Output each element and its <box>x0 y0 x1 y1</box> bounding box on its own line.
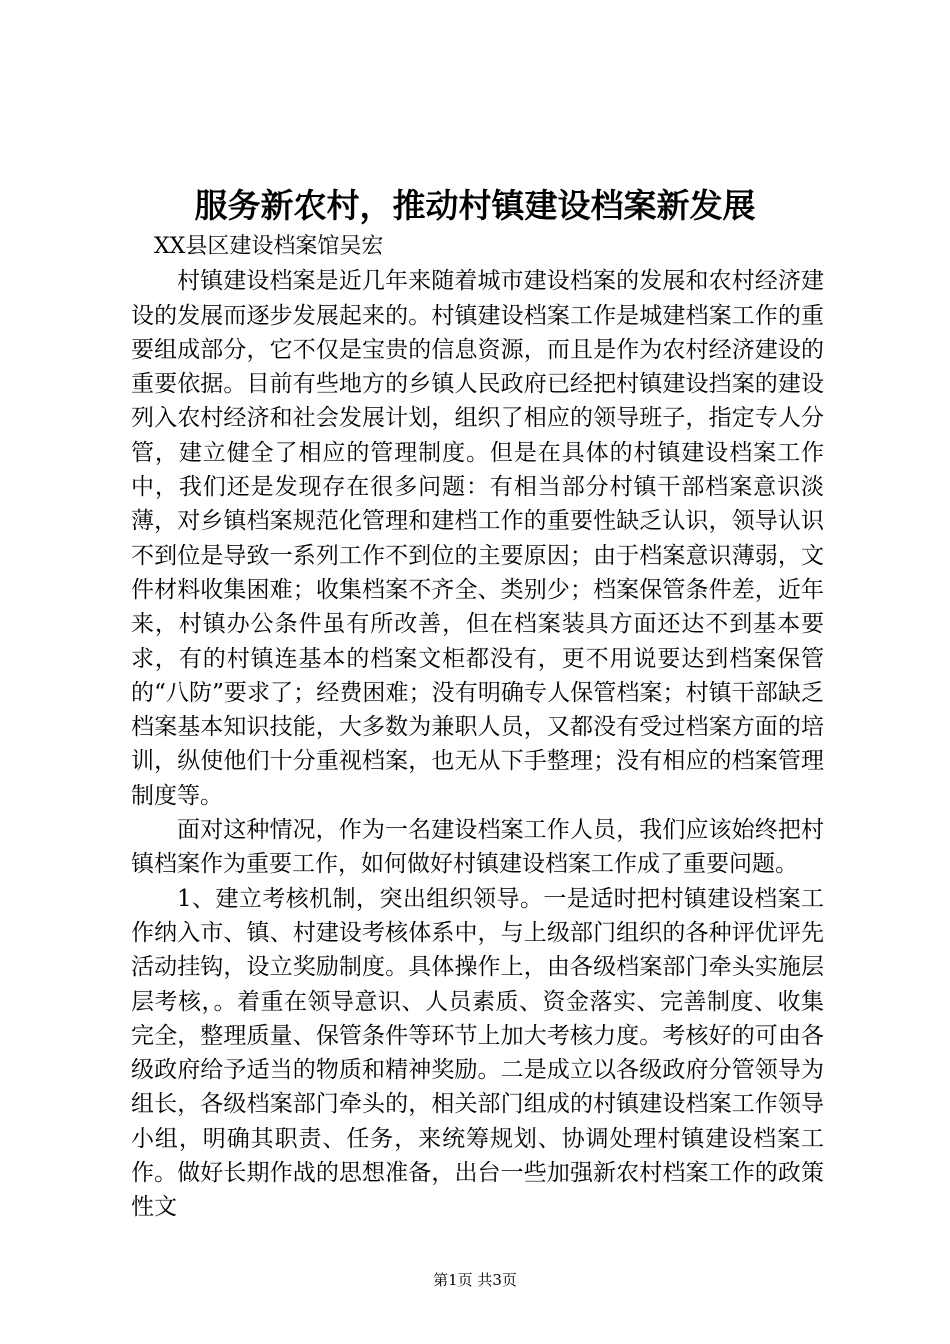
author-line: XX县区建设档案馆吴宏 <box>154 234 384 259</box>
document-body <box>131 230 824 1225</box>
paragraph: 1、建立考核机制，突出组织领导。一是适时把村镇建设档案工作纳入市、镇、村建设考核体系中，与上级部门组织的各种评优评先活动挂钩，设立奖励制度。具体操作上，由各级档案部门牵头实施层层考核，。着重在领导意识、人员素质、资金落实、完善制度、收集完全，整理质量、保管条件等环节上加大考核力度。考核好的可由各级政府给予适当的物质和精神奖励。二是成立以各级政府分管领导为组长，各级档案部门牵头的，相关部门组成的村镇建设档案工作领导小组，明确其职责、任务，来统筹规划、协调处理村镇建设档案工作。做好长期作战的思想准备，出台一些加强新农村档案工作的政策性文 <box>131 885 824 1221</box>
paragraph: 面对这种情况，作为一名建设档案工作人员，我们应该始终把村镇档案作为重要工作，如何做好村镇建设档案工作成了重要问题。 <box>131 817 824 878</box>
document-title: 服务新农村，推动村镇建设档案新发展 <box>194 186 756 225</box>
paragraph: 村镇建设档案是近几年来随着城市建设档案的发展和农村经济建设的发展而逐步发展起来的。村镇建设档案工作是城建档案工作的重要组成部分，它不仅是宝贵的信息资源，而且是作为农村经济建设的重要依据。目前有些地方的乡镇人民政府已经把村镇建设挡案的建设列入农村经济和社会发展计划，组织了相应的领导班子，指定专人分管，建立健全了相应的管理制度。但是在具体的村镇建设档案工作中，我们还是发现存在很多问题：有相当部分村镇干部档案意识淡薄，对乡镇档案规范化管理和建档工作的重要性缺乏认识，领导认识不到位是导致一系列工作不到位的主要原因；由于档案意识薄弱，文件材料收集困难；收集档案不齐全、类别少；档案保管条件差，近年来，村镇办公条件虽有所改善，但在档案装具方面还达不到基本要求，有的村镇连基本的档案文柜都没有，更不用说要达到档案保管的“八防”要求了；经费困难；没有明确专人保管档案；村镇干部缺乏档案基本知识技能，大多数为兼职人员，又都没有受过档案方面的培训，纵使他们十分重视档案，也无从下手整理；没有相应的档案管理制度等。 <box>131 268 824 809</box>
page-footer: 第1页 共3页 <box>433 1271 517 1289</box>
